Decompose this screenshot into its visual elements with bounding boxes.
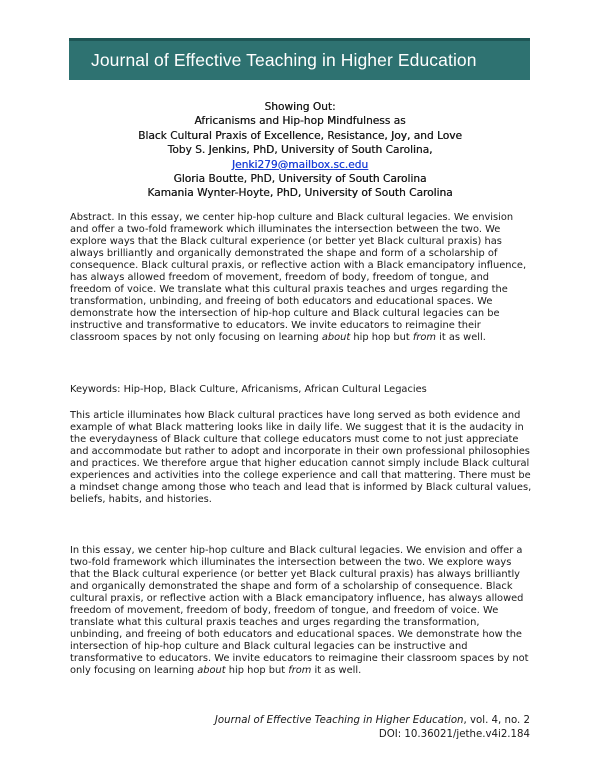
footer-journal-name: Journal of Effective Teaching in Higher Education bbox=[214, 715, 464, 726]
abstract-text: Abstract. In this essay, we center hip-hop culture and Black cultural legacies. We envision and offer a two-fold framework which illuminates the intersection between the two. We explore ways that the Black cultural experience (or better yet Black cultural praxis) has always brilliantly and organically demonstrated the shape and form of a scholarship of consequence. Black cultural praxis, or reflective action with a Black emancipatory influence, has always allowed freedom of movement, freedom of body, freedom of tongue, and freedom of voice. We translate what this cultural praxis teaches and urges regarding the transformation, unbinding, and freeing of both educators and educational spaces. We demonstrate how the intersection of hip-hop culture and Black cultural legacies can be instructive and transformative to educators. We invite educators to reimagine their classroom spaces by not only focusing on learning bbox=[70, 212, 527, 343]
paragraph2-italic-about: about bbox=[197, 665, 226, 676]
author-1: Toby S. Jenkins, PhD, University of South Carolina, bbox=[167, 144, 433, 157]
author-3: Kamania Wynter-Hoyte, PhD, University of South Carolina bbox=[147, 187, 453, 200]
journal-banner bbox=[69, 38, 530, 80]
abstract-text-middle: hip hop but bbox=[350, 332, 413, 343]
paragraph2-italic-from: from bbox=[288, 665, 312, 676]
article-title-line3: Black Cultural Praxis of Excellence, Resistance, Joy, and Love bbox=[138, 129, 462, 142]
keywords-line: Keywords: Hip-Hop, Black Culture, Africanisms, African Cultural Legacies bbox=[70, 384, 427, 395]
paragraph2-text-middle: hip hop but bbox=[225, 665, 289, 676]
abstract-text-end: it as well. bbox=[436, 332, 486, 343]
footer-citation bbox=[215, 715, 530, 726]
article-header bbox=[70, 100, 530, 201]
footer-doi: DOI: 10.36021/jethe.v4i2.184 bbox=[378, 729, 530, 740]
abstract-italic-about: about bbox=[321, 332, 351, 343]
journal-banner-title: Journal of Effective Teaching in Higher Education bbox=[91, 50, 477, 70]
body-paragraph-1: This article illuminates how Black cultural practices have long served as both evidence and example of what Black mattering looks like in daily life. We suggest that it is the audacity in the everydayness of Black culture that college educators must come to not just appreciate and accommodate but rather to adopt and incorporate in their own professional philosophies and practices. We therefore argue that higher education cannot simply include Black cultural experiences and activities into the college experience and call that mattering. There must be a mindset change among those who teach and lead that is informed by Black cultural values, beliefs, habits, and histories. bbox=[70, 410, 532, 505]
abstract-italic-from: from bbox=[412, 332, 437, 343]
paragraph2-text-end: it as well. bbox=[311, 665, 362, 676]
paragraph2-text: In this essay, we center hip-hop culture and Black cultural legacies. We envision and offer a two-fold framework which illuminates the intersection between the two. We explore ways that the Black cultural experience (or better yet Black cultural praxis) has always brilliantly and organically demonstrated the shape and form of a scholarship of consequence. Black cultural praxis, or reflective action with a Black emancipatory influence, has always allowed freedom of movement, freedom of body, freedom of tongue, and freedom of voice. We translate what this cultural praxis teaches and urges regarding the transformation, unbinding, and freeing of both educators and educational spaces. We demonstrate how the intersection of hip-hop culture and Black cultural legacies can be instructive and transformative to educators. We invite educators to reimagine their classroom spaces by not only focusing on learning bbox=[70, 545, 529, 676]
author-email-line bbox=[70, 158, 530, 172]
abstract-paragraph bbox=[70, 212, 532, 344]
author-email-link[interactable]: Jenki279@mailbox.sc.edu bbox=[231, 158, 369, 171]
footer-volume: , vol. 4, no. 2 bbox=[463, 715, 530, 726]
article-title-line2: Africanisms and Hip-hop Mindfulness as bbox=[194, 115, 406, 128]
article-title-line1: Showing Out: bbox=[264, 101, 336, 113]
author-2: Gloria Boutte, PhD, University of South Carolina bbox=[173, 173, 427, 186]
body-paragraph-2 bbox=[70, 545, 532, 677]
